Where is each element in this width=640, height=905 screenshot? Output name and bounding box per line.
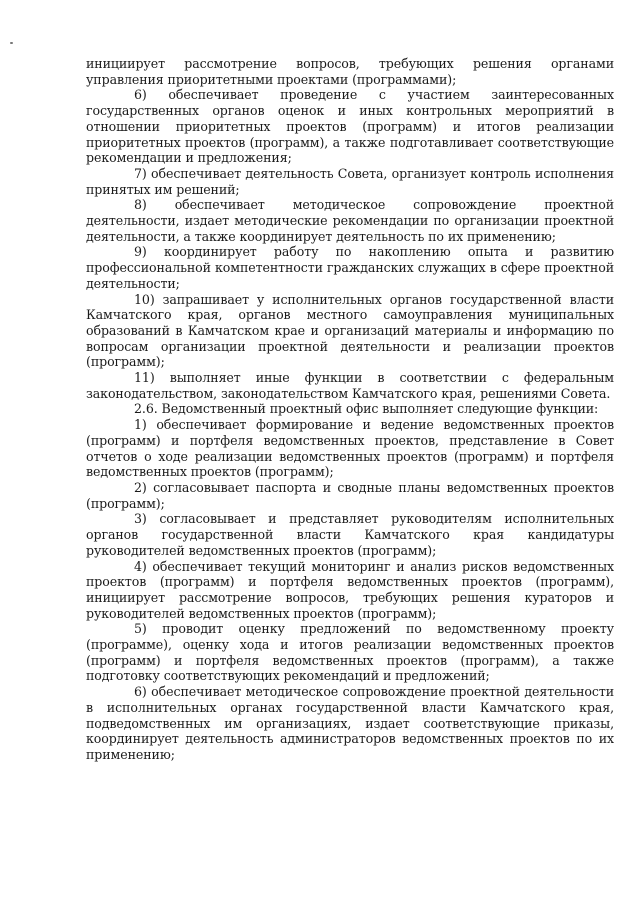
- paragraph-item-7: 7) обеспечивает деятельность Совета, организует контроль исполнения принятых им решений;: [86, 165, 614, 197]
- paragraph-item-11: 11) выполняет иные функции в соответствии с федеральным законодательством, законодательством Камчатского края, решениями Совета.: [86, 370, 614, 401]
- paragraph-2-6-item-6: 6) обеспечивает методическое сопровождение проектной деятельности в исполнительных органах государственной власти Камчатского края, подведомственных им организациях, издает соответствующие приказы, координирует деятельность администраторов ведомственных проектов по их применению;: [86, 684, 614, 762]
- paragraph-2-6-item-2: 2) согласовывает паспорта и сводные планы ведомственных проектов (программ);: [86, 479, 614, 511]
- paragraph-item-8: 8) обеспечивает методическое сопровождение проектной деятельности, издает методические рекомендации по организации проектной деятельности, а также координирует деятельность по их применению;: [86, 197, 614, 244]
- paragraph-continuation: инициирует рассмотрение вопросов, требующих решения органами управления приоритетными проектами (программами);: [86, 56, 614, 87]
- paragraph-2-6-item-3: 3) согласовывает и представляет руководителям исполнительных органов государственной власти Камчатского края кандидатуры руководителей ведомственных проектов (программ);: [86, 511, 614, 558]
- paragraph-2-6-item-5: 5) проводит оценку предложений по ведомственному проекту (программе), оценку хода и итогов реализации ведомственных проектов (программ) и портфеля ведомственных проектов (программ), а также подготовку соответствующих рекомендаций и предложений;: [86, 621, 614, 684]
- paragraph-2-6-item-1: 1) обеспечивает формирование и ведение ведомственных проектов (программ) и портфеля ведомственных проектов, представление в Совет отчетов о ходе реализации ведомственных проектов (программ) и портфеля ведомственных проектов (программ);: [86, 417, 614, 480]
- paragraph-item-10: 10) запрашивает у исполнительных органов государственной власти Камчатского края, органов местного самоуправления муниципальных образований в Камчатском крае и организаций материалы и информацию по вопросам организации проектной деятельности и реализации проектов (программ);: [86, 291, 614, 370]
- paragraph-2-6-item-4: 4) обеспечивает текущий мониторинг и анализ рисков ведомственных проектов (программ) и портфеля ведомственных проектов (программ), инициирует рассмотрение вопросов, требующих решения кураторов и руководителей ведомственных проектов (программ);: [86, 558, 614, 621]
- paragraph-item-6: 6) обеспечивает проведение с участием заинтересованных государственных органов оценок и иных контрольных мероприятий в отношении приоритетных проектов (программ) и итогов реализации приоритетных проектов (программ), а также подготавливает соответствующие рекомендации и предложения;: [86, 87, 614, 166]
- paragraph-item-9: 9) координирует работу по накоплению опыта и развитию профессиональной компетентности гражданских служащих в сфере проектной деятельности;: [86, 244, 614, 291]
- section-2-6-heading: 2.6. Ведомственный проектный офис выполняет следующие функции:: [134, 401, 599, 417]
- scan-speck: [10, 42, 13, 44]
- document-body: [86, 56, 614, 763]
